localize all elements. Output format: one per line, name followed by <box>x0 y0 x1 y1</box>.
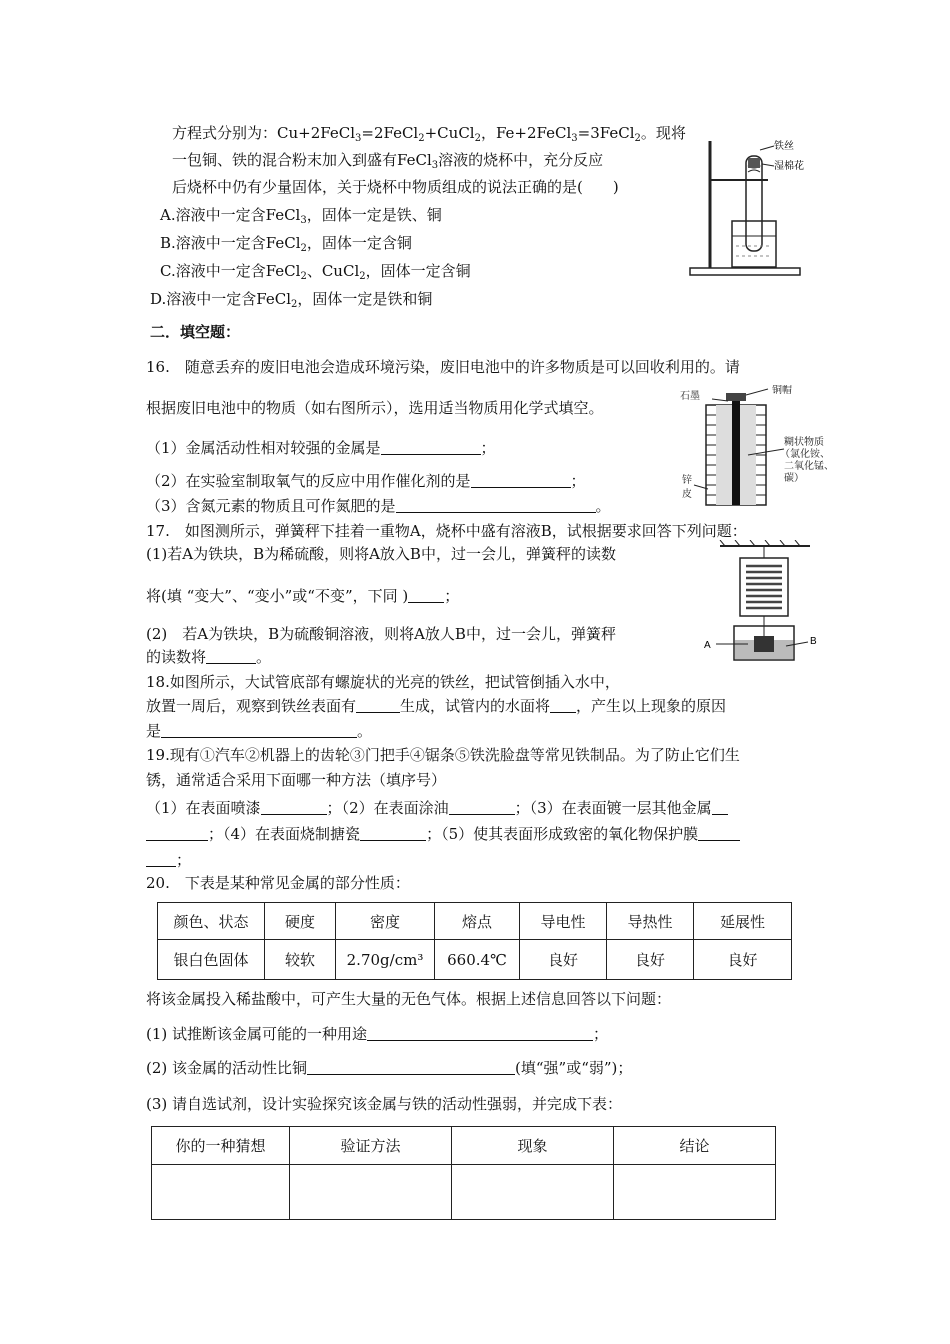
answer-cell[interactable] <box>452 1165 614 1220</box>
q18-line3: 是 。 <box>146 722 373 740</box>
q19-line1: 19.现有①汽车②机器上的齿轮③门把手④锯条⑤铁洗脸盘等常见铁制品。为了防止它们生 <box>146 746 740 764</box>
answer-cell[interactable] <box>614 1165 776 1220</box>
label-graphite: 石墨 <box>680 391 700 402</box>
table-row <box>152 1165 776 1220</box>
q15-line1: 方程式分别为：Cu+2FeCl$_3$=2FeCl$_2$+CuCl$_2$，Fe+2FeCl$_3$=3FeCl$_2$。现将 <box>172 124 686 144</box>
header-cell: 硬度 <box>265 903 336 940</box>
battery-diagram-figure <box>676 385 856 510</box>
answer-blank[interactable] <box>206 649 256 664</box>
q17-part2-b: 的读数将 。 <box>146 648 272 666</box>
value-cell: 良好 <box>694 940 792 980</box>
label-paste-3: 二氧化锰、 <box>784 461 834 472</box>
q15-option-b: B.溶液中一定含FeCl$_2$，固体一定含铜 <box>160 234 412 254</box>
answer-blank[interactable] <box>307 1060 515 1075</box>
answer-blank[interactable] <box>698 826 740 841</box>
q20-part1: (1) 试推断该金属可能的一种用途 ； <box>146 1025 609 1043</box>
label-paste-2: （氯化铵、 <box>780 449 830 460</box>
header-cell: 延展性 <box>694 903 792 940</box>
label-paste-4: 碳） <box>784 473 804 484</box>
header-cell: 导热性 <box>607 903 694 940</box>
answer-cell[interactable] <box>152 1165 290 1220</box>
q19-line2: 锈，通常适合采用下面哪一种方法（填序号） <box>146 771 447 789</box>
q15-line3: 后烧杯中仍有少量固体，关于烧杯中物质组成的说法正确的是( ) <box>172 178 619 196</box>
answer-blank[interactable] <box>408 588 444 603</box>
label-iron-wire: 铁丝 <box>774 141 794 152</box>
experiment-design-table <box>151 1126 776 1220</box>
header-cell: 导电性 <box>520 903 607 940</box>
answer-cell[interactable] <box>290 1165 452 1220</box>
q15-option-a: A.溶液中一定含FeCl$_3$，固体一定是铁、铜 <box>160 206 442 226</box>
q20-part3: (3) 请自选试剂，设计实验探究该金属与铁的活动性强弱，并完成下表： <box>146 1095 623 1113</box>
q16-part2: （2）在实验室制取氧气的反应中用作催化剂的是 ； <box>146 472 586 490</box>
label-skin: 皮 <box>682 489 692 500</box>
value-cell: 660.4℃ <box>435 940 520 980</box>
value-cell: 良好 <box>607 940 694 980</box>
label-a: A <box>704 640 711 651</box>
test-tube-apparatus-figure <box>688 136 808 278</box>
answer-blank[interactable] <box>449 800 515 815</box>
value-cell: 2.70g/cm³ <box>336 940 435 980</box>
answer-blank[interactable] <box>381 440 481 455</box>
q17-part1-b: 将(填 “变大”、“变小”或“不变”，下同 ) ； <box>146 587 460 605</box>
header-cell: 现象 <box>452 1127 614 1165</box>
header-cell: 你的一种猜想 <box>152 1127 290 1165</box>
section-heading: 二．填空题： <box>150 323 241 341</box>
answer-blank[interactable] <box>367 1026 593 1041</box>
table-header-row <box>152 1127 776 1165</box>
label-zinc: 锌 <box>682 475 692 486</box>
q16-line2: 根据废旧电池中的物质（如右图所示），选用适当物质用化学式填空。 <box>146 399 604 417</box>
q16-line1: 16. 随意丢弃的废旧电池会造成环境污染，废旧电池中的许多物质是可以回收利用的。请 <box>146 358 740 376</box>
label-wet-cotton: 湿棉花 <box>774 161 804 172</box>
q17-part2-a: (2) 若A为铁块，B为硫酸铜溶液，则将A放人B中，过一会儿，弹簧秤 <box>146 625 616 643</box>
answer-blank[interactable] <box>146 826 208 841</box>
label-copper-cap: 铜帽 <box>772 385 792 396</box>
header-cell: 熔点 <box>435 903 520 940</box>
q17-part1-a: (1)若A为铁块，B为稀硫酸，则将A放入B中，过一会儿，弹簧秤的读数 <box>146 545 616 563</box>
table-row <box>158 940 792 980</box>
q15-line2: 一包铜、铁的混合粉末加入到盛有FeCl$_3$溶液的烧杯中，充分反应 <box>172 151 604 171</box>
q18-line1: 18.如图所示，大试管底部有螺旋状的光亮的铁丝，把试管倒插入水中， <box>146 673 620 691</box>
label-b: B <box>810 636 817 647</box>
q20-line1: 20. 下表是某种常见金属的部分性质： <box>146 874 410 892</box>
value-cell: 银白色固体 <box>158 940 265 980</box>
q17-line1: 17. 如图测所示，弹簧秤下挂着一重物A，烧杯中盛有溶液B，试根据要求回答下列问题： <box>146 522 747 540</box>
q19-methods-3: ； <box>146 850 191 870</box>
answer-blank[interactable] <box>471 473 571 488</box>
spring-balance-figure <box>700 540 830 670</box>
header-cell: 结论 <box>614 1127 776 1165</box>
answer-blank[interactable] <box>396 498 596 513</box>
value-cell: 良好 <box>520 940 607 980</box>
header-cell: 验证方法 <box>290 1127 452 1165</box>
label-paste: 糊状物质 <box>784 437 824 448</box>
q16-part1: （1）金属活动性相对较强的金属是 ； <box>146 439 496 457</box>
q20-after-table: 将该金属投入稀盐酸中，可产生大量的无色气体。根据上述信息回答以下问题： <box>146 990 672 1008</box>
header-cell: 颜色、状态 <box>158 903 265 940</box>
q19-methods-1: （1）在表面喷漆 ；（2）在表面涂油 ；（3）在表面镀一层其他金属 <box>146 798 728 818</box>
q16-part3: （3）含氮元素的物质且可作氮肥的是 。 <box>146 497 611 515</box>
q15-option-c: C.溶液中一定含FeCl$_2$、CuCl$_2$，固体一定含铜 <box>160 262 471 282</box>
q18-line2: 放置一周后，观察到铁丝表面有 生成，试管内的水面将 ，产生以上现象的原因 <box>146 697 727 715</box>
answer-blank[interactable] <box>356 698 400 713</box>
value-cell: 较软 <box>265 940 336 980</box>
q15-option-d: D.溶液中一定含FeCl$_2$，固体一定是铁和铜 <box>150 290 433 310</box>
q20-part2: (2) 该金属的活动性比铜 (填“强”或“弱”)； <box>146 1059 633 1077</box>
answer-blank[interactable] <box>360 826 426 841</box>
table-header-row <box>158 903 792 940</box>
answer-blank[interactable] <box>161 723 357 738</box>
answer-blank[interactable] <box>550 698 576 713</box>
answer-blank[interactable] <box>712 800 728 815</box>
header-cell: 密度 <box>336 903 435 940</box>
answer-blank[interactable] <box>261 800 327 815</box>
metal-properties-table <box>157 902 792 980</box>
answer-blank[interactable] <box>146 852 176 867</box>
q19-methods-2: ；（4）在表面烧制搪瓷 ；（5）使其表面形成致密的氧化物保护膜 <box>146 824 740 844</box>
